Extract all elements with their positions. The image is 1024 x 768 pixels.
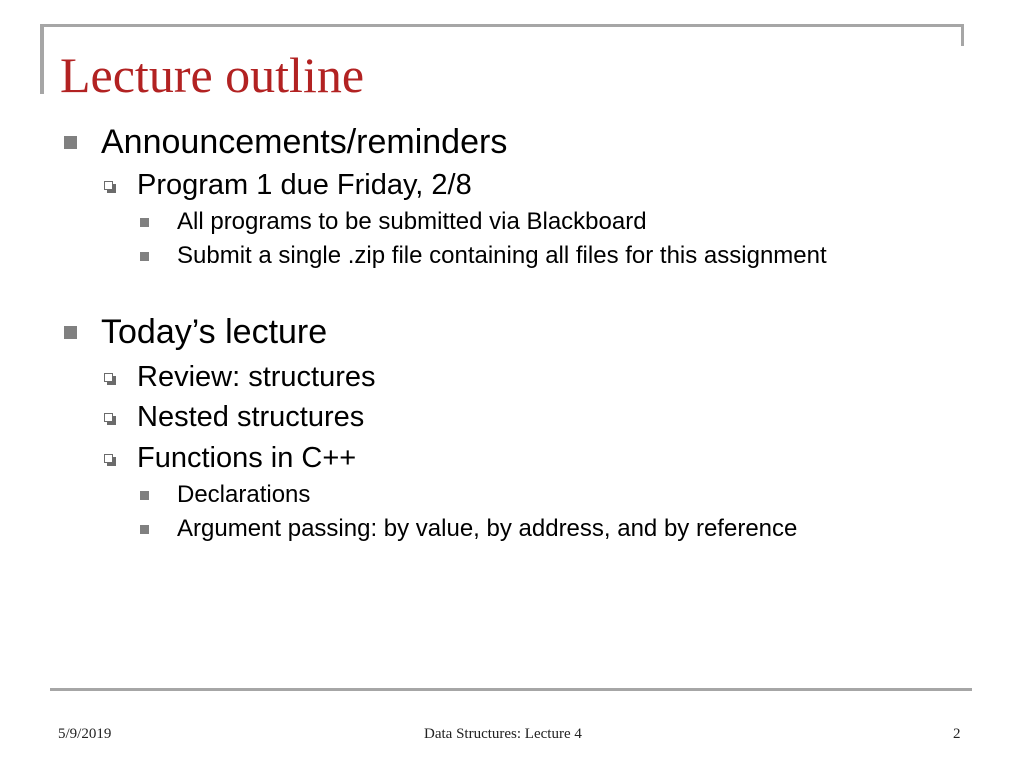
outline-detail-blackboard xyxy=(140,207,647,237)
outline-subitem-label: Program 1 due Friday, 2/8 xyxy=(137,168,472,201)
outline-item-todays-lecture xyxy=(64,312,327,352)
square-bullet-icon xyxy=(64,136,77,149)
square-bullet-icon xyxy=(140,525,149,534)
hollow-square-bullet-icon xyxy=(104,373,113,382)
slide-title: Lecture outline xyxy=(60,47,365,103)
outline-detail-label: All programs to be submitted via Blackboard xyxy=(177,208,647,235)
outline-subitem-label: Functions in C++ xyxy=(137,441,357,474)
square-bullet-icon xyxy=(64,326,77,339)
outline-detail-label: Submit a single .zip file containing all files for this assignment xyxy=(177,242,827,269)
hollow-square-bullet-icon xyxy=(104,454,113,463)
outline-detail-label: Argument passing: by value, by address, and by reference xyxy=(177,515,798,542)
hollow-square-bullet-icon xyxy=(104,181,113,190)
footer-date: 5/9/2019 xyxy=(58,726,112,742)
footer-divider xyxy=(50,688,972,691)
hollow-square-bullet-icon xyxy=(104,413,113,422)
square-bullet-icon xyxy=(140,491,149,500)
outline-detail-label: Declarations xyxy=(177,481,311,508)
outline-item-label: Announcements/reminders xyxy=(101,122,508,161)
outline-subitem-program-1 xyxy=(104,167,472,203)
outline-subitem-label: Nested structures xyxy=(137,400,365,433)
outline-subitem-nested-structures xyxy=(104,399,364,435)
outline-detail-declarations xyxy=(140,480,310,510)
outline-detail-argument-passing xyxy=(140,514,797,544)
square-bullet-icon xyxy=(140,252,149,261)
square-bullet-icon xyxy=(140,218,149,227)
outline-subitem-functions xyxy=(104,440,356,476)
outline-subitem-review-structures xyxy=(104,359,376,395)
footer-course-title: Data Structures: Lecture 4 xyxy=(424,726,582,742)
outline-detail-zip-file xyxy=(140,241,827,271)
footer-page-number: 2 xyxy=(953,726,961,742)
outline-subitem-label: Review: structures xyxy=(137,360,376,393)
outline-item-label: Today’s lecture xyxy=(101,312,328,351)
outline-item-announcements xyxy=(64,122,507,162)
